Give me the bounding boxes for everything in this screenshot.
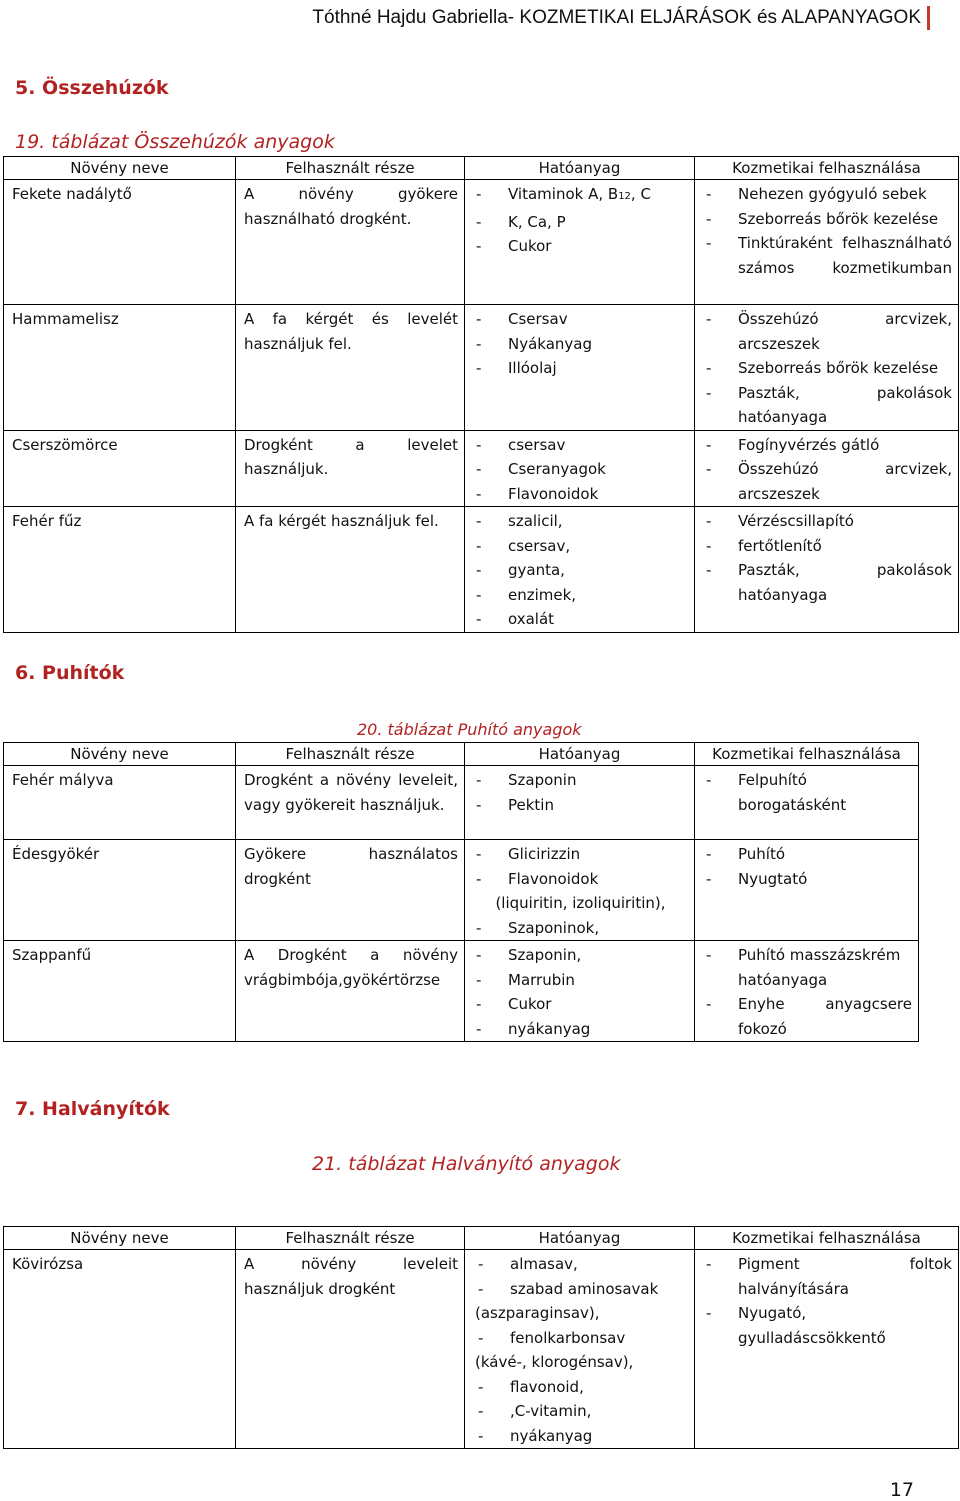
agent-item: - flavonoid,	[475, 1375, 688, 1400]
agent-item: - Illóolaj	[473, 356, 688, 381]
table-caption-21: 21. táblázat Halványító anyagok	[312, 1153, 621, 1175]
table-row	[4, 766, 919, 840]
table-row	[4, 840, 919, 941]
agent-item: - Flavonoidok	[473, 867, 688, 892]
agent-item: - oxalát	[473, 607, 688, 632]
cosmetic-uses	[695, 305, 959, 431]
table-caption-19: 19. táblázat Összehúzók anyagok	[15, 131, 335, 153]
agent-item: - ,C-vitamin,	[475, 1399, 688, 1424]
agent-item: - Cukor	[473, 992, 688, 1017]
table-row	[4, 180, 959, 305]
column-header-name: Növény neve	[4, 1227, 236, 1250]
column-header-use: Kozmetikai felhasználása	[695, 157, 959, 180]
use-item: - Összehúzó arcvizek, arcszeszek	[703, 307, 952, 356]
use-item: - Puhító masszázskrém hatóanyaga	[703, 943, 912, 992]
section-title-halvanyitok: 7. Halványítók	[15, 1098, 170, 1120]
use-item: - Paszták, pakolások hatóanyaga	[703, 558, 952, 607]
plant-name: Szappanfű	[4, 941, 236, 1042]
agent-item: - Cukor	[473, 234, 688, 259]
agent-item: - nyákanyag	[473, 1017, 688, 1042]
plant-name: Hammamelisz	[4, 305, 236, 431]
active-agents	[465, 507, 695, 633]
use-item: - Felpuhító borogatásként	[703, 768, 912, 817]
table-row	[4, 507, 959, 633]
agent-item: (aszparaginsav),	[475, 1304, 600, 1322]
agent-item: - K, Ca, P	[473, 210, 688, 235]
table-osszehuzok	[3, 156, 959, 633]
column-header-part: Felhasznált része	[236, 1227, 465, 1250]
plant-part: A fa kérgét és levelét használjuk fel.	[236, 305, 465, 431]
use-item: - Összehúzó arcvizek, arcszeszek	[703, 457, 952, 506]
use-item: - Szeborreás bőrök kezelése	[703, 356, 952, 381]
agent-item: - enzimek,	[473, 583, 688, 608]
column-header-use: Kozmetikai felhasználása	[695, 743, 919, 766]
cosmetic-uses	[695, 941, 919, 1042]
table-row	[4, 941, 919, 1042]
plant-part: Drogként a levelet használjuk.	[236, 430, 465, 507]
plant-name: Cserszömörce	[4, 430, 236, 507]
column-header-agent: Hatóanyag	[465, 743, 695, 766]
agent-item: - Flavonoidok	[473, 482, 688, 507]
cosmetic-uses	[695, 840, 919, 941]
column-header-name: Növény neve	[4, 743, 236, 766]
active-agents	[465, 180, 695, 305]
cosmetic-uses	[695, 180, 959, 305]
plant-name: Édesgyökér	[4, 840, 236, 941]
table-halvanyitok	[3, 1226, 959, 1449]
cosmetic-uses	[695, 430, 959, 507]
plant-name: Fehér fűz	[4, 507, 236, 633]
agent-item: - Szaponin,	[473, 943, 688, 968]
plant-name: Kövirózsa	[4, 1250, 236, 1449]
agent-item: - nyákanyag	[475, 1424, 688, 1449]
running-header: Tóthné Hajdu Gabriella- KOZMETIKAI ELJÁRÁSOK és ALAPANYAGOK	[312, 6, 930, 30]
plant-part: Drogként a növény leveleit, vagy gyökereit használjuk.	[236, 766, 465, 840]
plant-part: A növény gyökere használható drogként.	[236, 180, 465, 305]
table-row	[4, 430, 959, 507]
agent-item: - almasav,	[475, 1252, 688, 1277]
agent-item: - fenolkarbonsav	[475, 1326, 688, 1351]
use-item: - fertőtlenítő	[703, 534, 952, 559]
agent-item: - szalicil,	[473, 509, 688, 534]
plant-part: A Drogként a növény vrágbimbója,gyökértörzse	[236, 941, 465, 1042]
use-item: - Nyugtató	[703, 867, 912, 892]
plant-name: Fekete nadálytő	[4, 180, 236, 305]
page-number: 17	[889, 1479, 914, 1501]
agent-item: - Nyákanyag	[473, 332, 688, 357]
column-header-agent: Hatóanyag	[465, 1227, 695, 1250]
plant-part: A fa kérgét használjuk fel.	[236, 507, 465, 633]
active-agents	[465, 941, 695, 1042]
use-item: - Fogínyvérzés gátló	[703, 433, 952, 458]
active-agents	[465, 840, 695, 941]
plant-name: Fehér mályva	[4, 766, 236, 840]
table-caption-20: 20. táblázat Puhító anyagok	[357, 720, 582, 739]
agent-item: - Marrubin	[473, 968, 688, 993]
plant-part: Gyökere használatos drogként	[236, 840, 465, 941]
active-agents	[465, 430, 695, 507]
active-agents	[465, 305, 695, 431]
use-item: - Szeborreás bőrök kezelése	[703, 207, 952, 232]
agent-item: - Glicirizzin	[473, 842, 688, 867]
cosmetic-uses	[695, 1250, 959, 1449]
use-item: - Tinktúraként felhasználható számos kozmetikumban	[703, 231, 952, 280]
column-header-name: Növény neve	[4, 157, 236, 180]
agent-item: (kávé-, klorogénsav),	[475, 1353, 634, 1371]
cosmetic-uses	[695, 507, 959, 633]
column-header-part: Felhasznált része	[236, 157, 465, 180]
table-row	[4, 305, 959, 431]
agent-item: - Cseranyagok	[473, 457, 688, 482]
agent-item: - csersav	[473, 433, 688, 458]
use-item: - Nehezen gyógyuló sebek	[703, 182, 952, 207]
section-title-puhitok: 6. Puhítók	[15, 662, 125, 684]
agent-item: - csersav,	[473, 534, 688, 559]
use-item: - Pigment foltok halványítására	[703, 1252, 952, 1301]
column-header-agent: Hatóanyag	[465, 157, 695, 180]
section-title-osszehuzok: 5. Összehúzók	[15, 77, 169, 99]
table-row	[4, 1250, 959, 1449]
use-item: - Puhító	[703, 842, 912, 867]
active-agents	[465, 1250, 695, 1449]
active-agents	[465, 766, 695, 840]
agent-item: - Szaponinok,	[473, 916, 688, 941]
use-item: - Enyhe anyagcsere fokozó	[703, 992, 912, 1041]
column-header-use: Kozmetikai felhasználása	[695, 1227, 959, 1250]
agent-item: - szabad aminosavak	[475, 1277, 688, 1302]
agent-item: - Pektin	[473, 793, 688, 818]
agent-item: - Vitaminok A, B12, C	[473, 182, 688, 210]
table-puhitok	[3, 742, 919, 1042]
agent-item: (liquiritin, izoliquiritin),	[495, 894, 666, 912]
use-item: - Paszták, pakolások hatóanyaga	[703, 381, 952, 430]
agent-item: - Szaponin	[473, 768, 688, 793]
agent-item: - gyanta,	[473, 558, 688, 583]
use-item: - Nyugató, gyulladáscsökkentő	[703, 1301, 952, 1350]
plant-part: A növény leveleit használjuk drogként	[236, 1250, 465, 1449]
use-item: - Vérzéscsillapító	[703, 509, 952, 534]
cosmetic-uses	[695, 766, 919, 840]
agent-item: - Csersav	[473, 307, 688, 332]
column-header-part: Felhasznált része	[236, 743, 465, 766]
